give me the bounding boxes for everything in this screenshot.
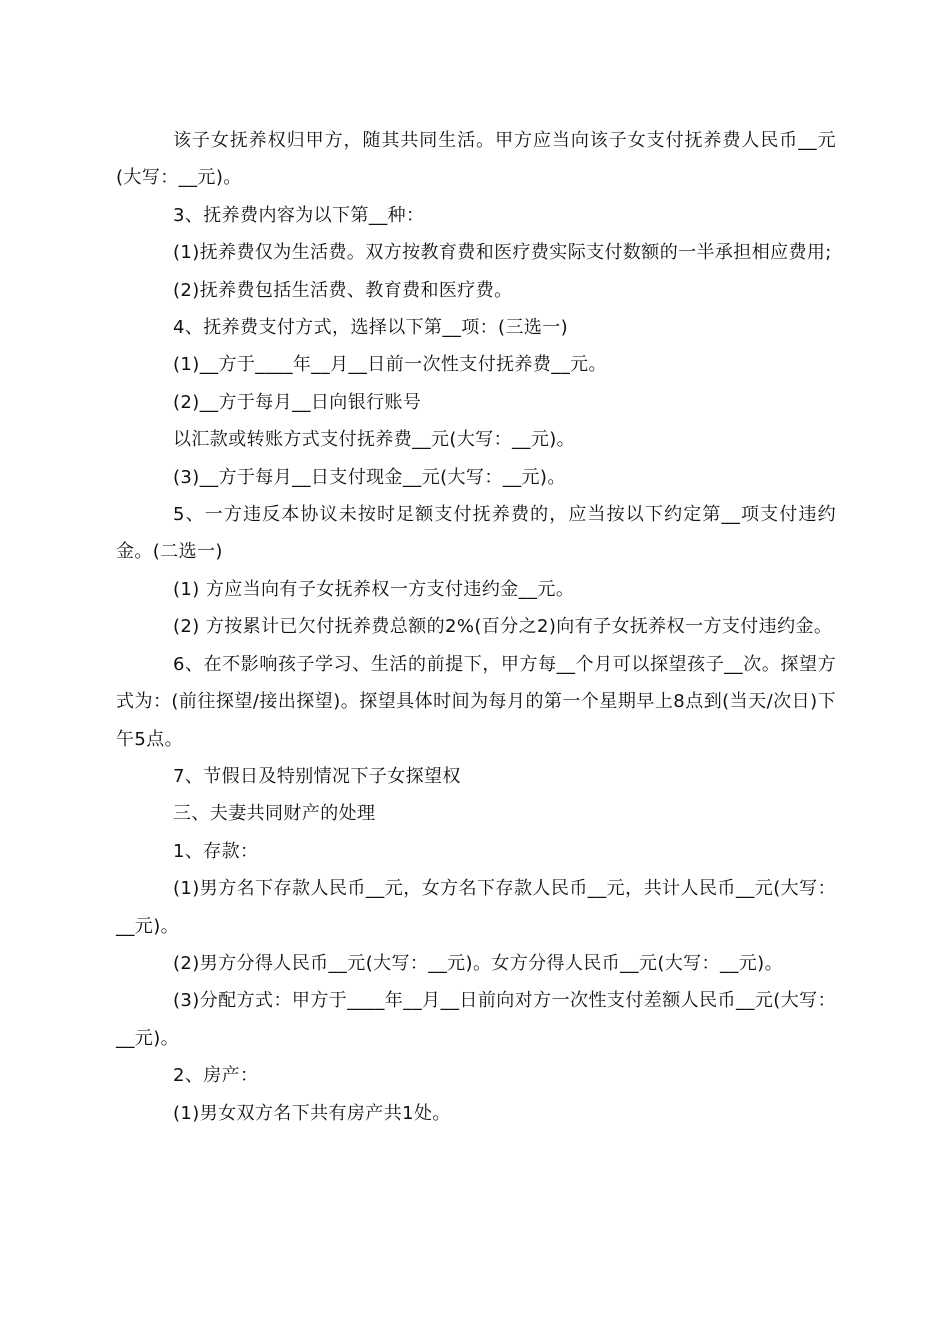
paragraph-support-option-2: (2)抚养费包括生活费、教育费和医疗费。 — [173, 279, 513, 301]
paragraph-support-content: 3、抚养费内容为以下第__种： — [173, 204, 425, 226]
paragraph-holiday-visitation: 7、节假日及特别情况下子女探望权 — [173, 765, 461, 787]
paragraph-real-estate-1: (1)男女双方名下共有房产共1处。 — [173, 1102, 451, 1124]
section-heading-property: 三、夫妻共同财产的处理 — [173, 803, 376, 825]
paragraph-payment-option-2: (2)__方于每月__日向银行账号 — [173, 391, 422, 413]
paragraph-visitation: 6、在不影响孩子学习、生活的前提下，甲方每__个月可以探望孩子__次。探望方式为：(前往探望/接出探望)。探望具体时间为每月的第一个星期早上8点到(当天/次日)下午5点。 — [116, 653, 836, 750]
paragraph-payment-method: 4、抚养费支付方式，选择以下第__项：(三选一) — [173, 317, 569, 339]
paragraph-deposits-heading: 1、存款： — [173, 840, 259, 862]
paragraph-deposits-1: (1)男方名下存款人民币__元，女方名下存款人民币__元，共计人民币__元(大写：__元)。 — [116, 878, 836, 937]
document-body — [116, 122, 836, 1132]
paragraph-deposits-2: (2)男方分得人民币__元(大写：__元)。女方分得人民币__元(大写：__元)。 — [173, 952, 783, 974]
paragraph-breach-option-1: (1) 方应当向有子女抚养权一方支付违约金__元。 — [173, 578, 575, 600]
paragraph-payment-transfer: 以汇款或转账方式支付抚养费__元(大写：__元)。 — [173, 429, 576, 451]
paragraph-deposits-3: (3)分配方式：甲方于____年__月__日前向对方一次性支付差额人民币__元(大写：__元)。 — [116, 990, 836, 1049]
paragraph-support-option-1: (1)抚养费仅为生活费。双方按教育费和医疗费实际支付数额的一半承担相应费用; — [173, 242, 832, 264]
paragraph-real-estate-heading: 2、房产： — [173, 1065, 259, 1087]
paragraph-breach-option-2: (2) 方按累计已欠付抚养费总额的2%(百分之2)向有子女抚养权一方支付违约金。 — [173, 616, 833, 638]
paragraph-payment-option-1: (1)__方于____年__月__日前一次性支付抚养费__元。 — [173, 354, 607, 376]
paragraph-payment-option-3: (3)__方于每月__日支付现金__元(大写：__元)。 — [173, 466, 566, 488]
paragraph-breach: 5、一方违反本协议未按时足额支付抚养费的，应当按以下约定第__项支付违约金。(二选一) — [116, 504, 836, 563]
paragraph-custody: 该子女抚养权归甲方，随其共同生活。甲方应当向该子女支付抚养费人民币__元(大写：__元)。 — [116, 130, 836, 189]
